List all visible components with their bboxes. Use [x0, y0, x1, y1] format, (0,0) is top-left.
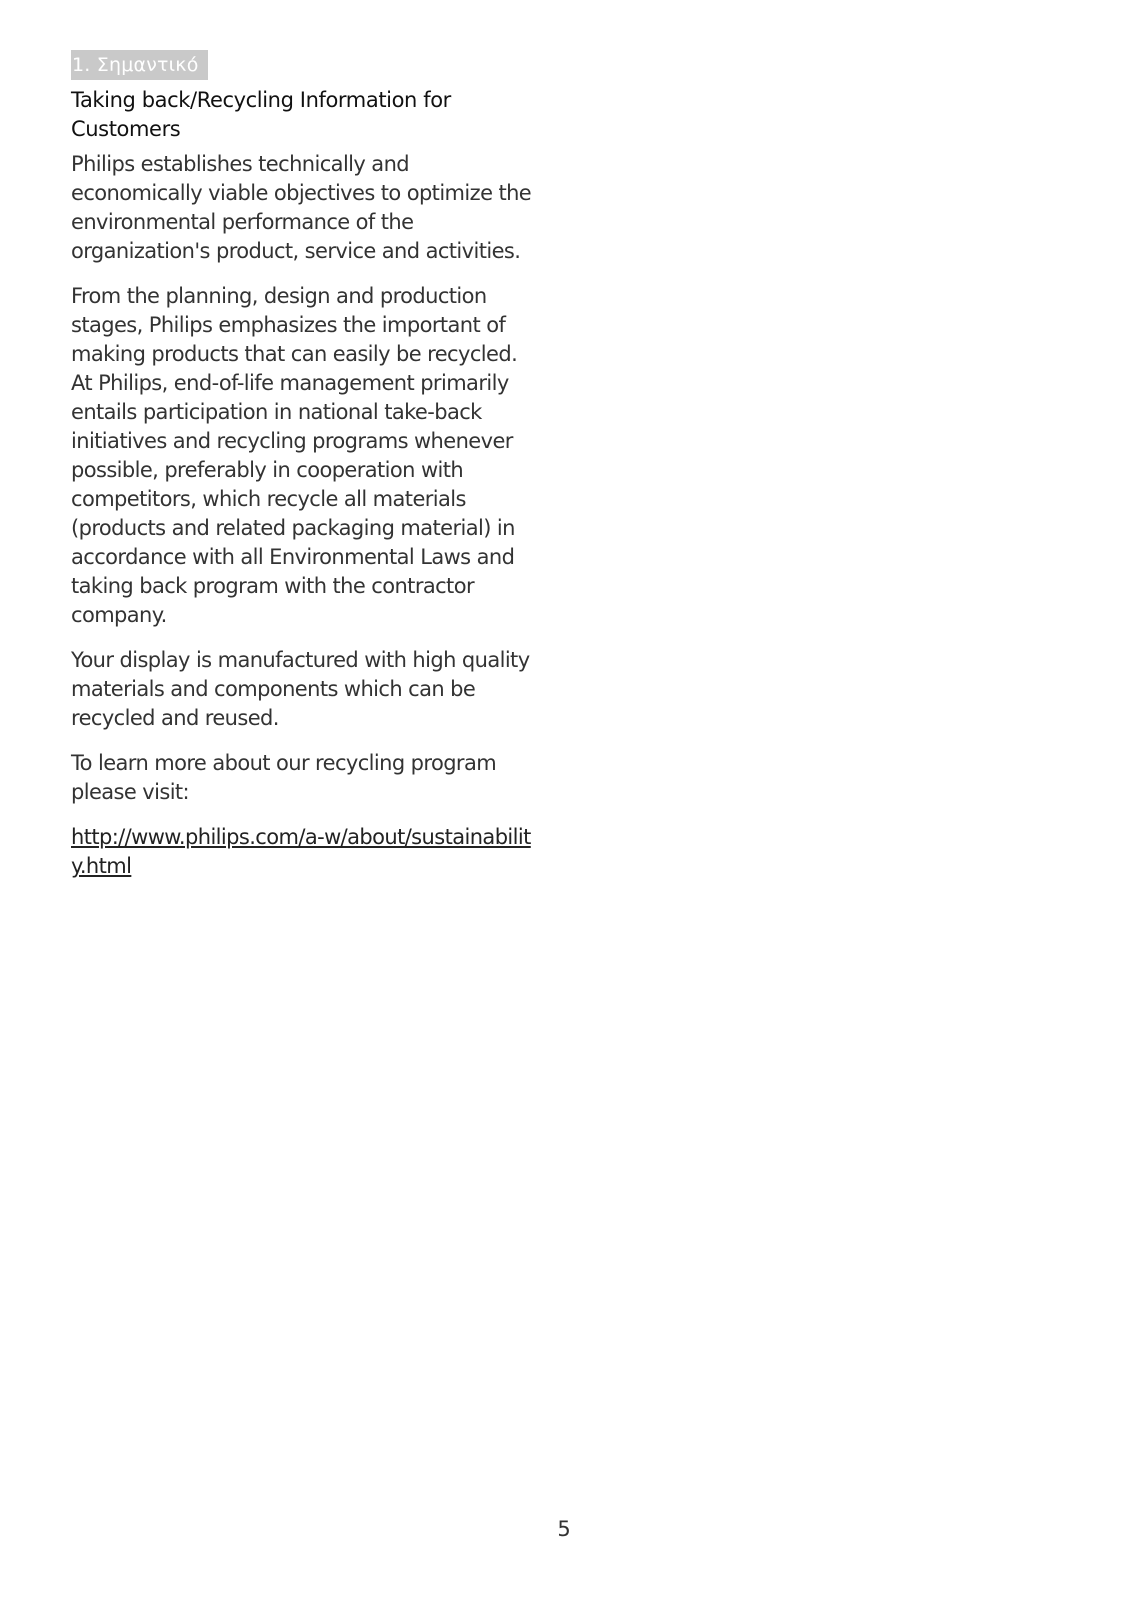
paragraph-learn-more: To learn more about our recycling program please visit:	[71, 751, 497, 804]
section-tag: 1. Σημαντικό	[71, 50, 208, 80]
section-heading: Taking back/Recycling Information for Customers	[71, 88, 451, 141]
paragraph-end-of-life: From the planning, design and production stages, Philips emphasizes the important of making products that can easily be recycled. At Philips, end-of-life management primarily entails participation in national take-back initiatives and recycling programs whenever possible, preferably in cooperation with competitors, which recycle all materials (products and related packaging material) in accordance with all Environmental Laws and taking back program with the contractor company.	[71, 284, 518, 627]
page-number: 5	[557, 1517, 571, 1541]
content-column	[71, 86, 541, 881]
sustainability-link[interactable]: http://www.philips.com/a-w/about/sustainability.html	[71, 825, 531, 878]
paragraph-objectives: Philips establishes technically and economically viable objectives to optimize the environmental performance of the organization's product, service and activities.	[71, 152, 532, 263]
paragraph-materials: Your display is manufactured with high quality materials and components which can be recycled and reused.	[71, 648, 530, 730]
